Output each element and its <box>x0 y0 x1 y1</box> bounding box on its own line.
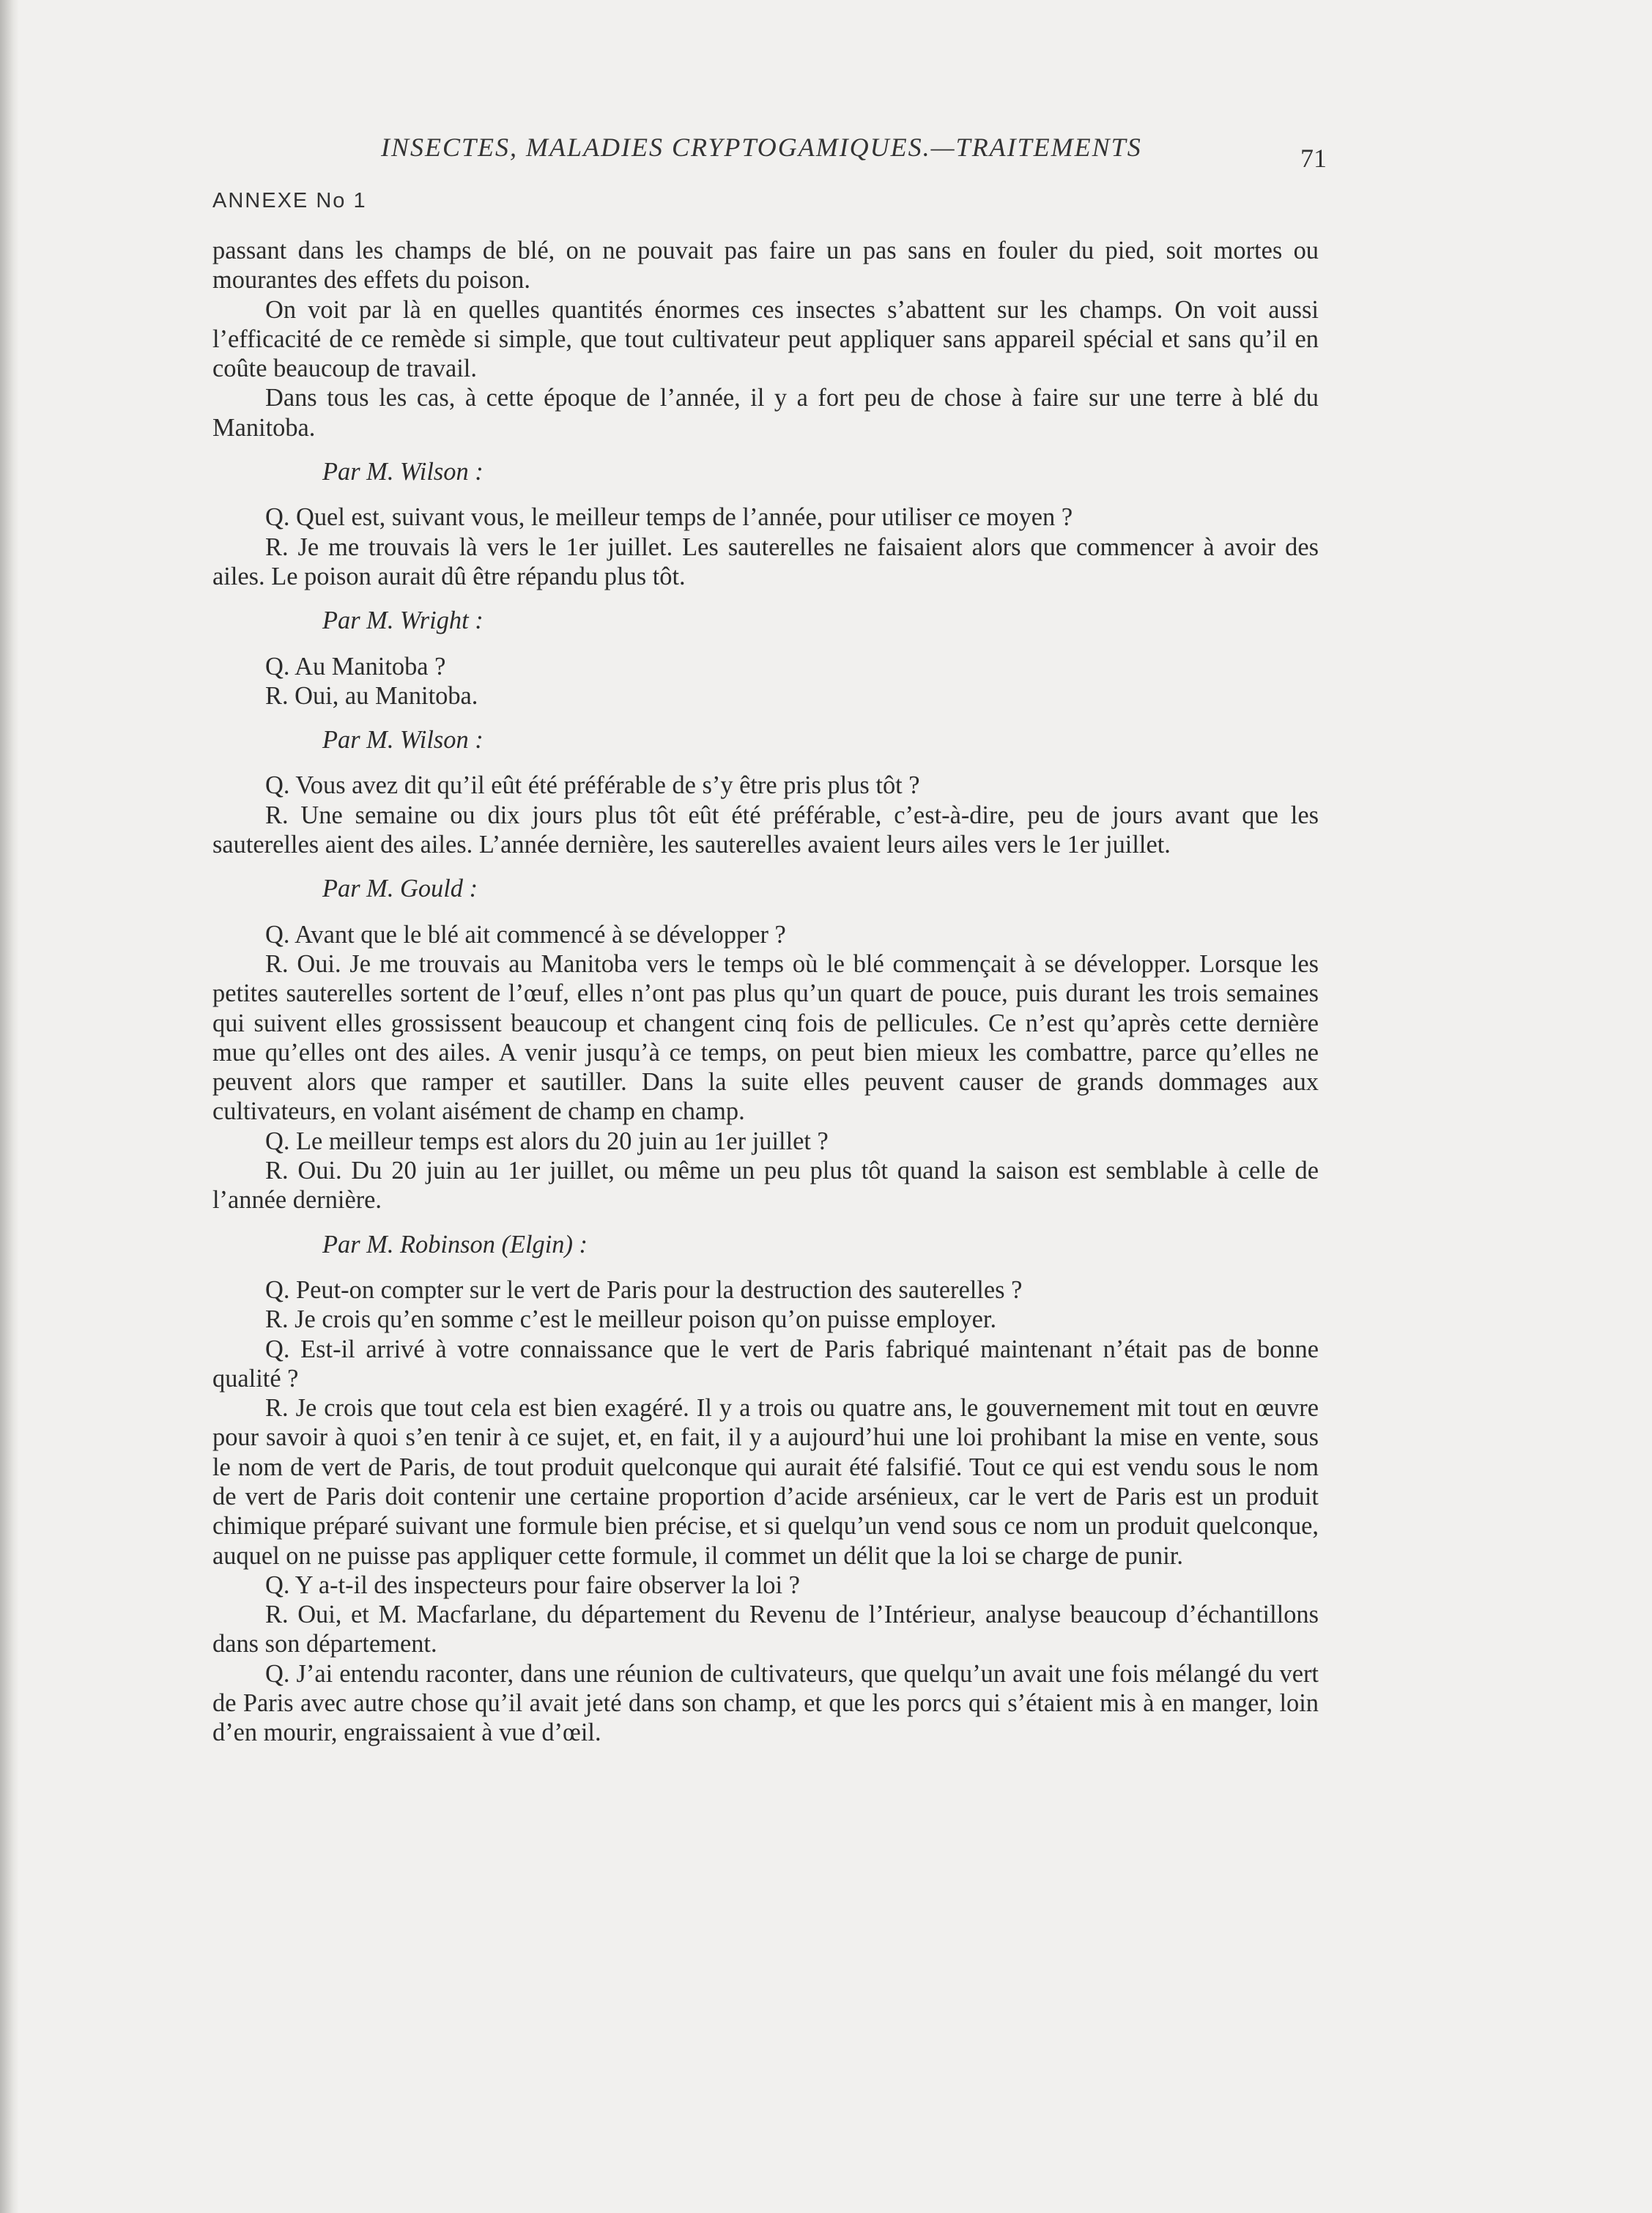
speaker-heading: Par M. Wilson : <box>322 458 484 486</box>
paragraph: On voit par là en quelles quantités énormes ces insectes s’abattent sur les champs. On voit aussi l’efficacité de ce remède si simple, que tout cultivateur peut appliquer sans appareil spécial et sans qu’il en coûte beaucoup de travail. <box>212 295 1319 383</box>
answer: R. Oui. Je me trouvais au Manitoba vers le temps où le blé commençait à se développer. Lorsque les petites sauterelles sortent de l’œuf, elles n’ont pas plus qu’un quart de pouce, puis durant les trois semaines qui suivent elles grossissent beaucoup et changent cinq fois de pellicules. Ce n’est qu’après cette dernière mue qu’elles ont des ailes. A venir jusqu’à ce temps, on peut bien mieux les combattre, parce qu’elles ne peuvent alors que ramper et sautiller. Dans la suite elles peuvent causer de grands dommages aux cultivateurs, en volant aisément de champ en champ. <box>212 949 1319 1126</box>
paragraph: passant dans les champs de blé, on ne pouvait pas faire un pas sans en fouler du pied, soit mortes ou mourantes des effets du poison. <box>212 237 1319 294</box>
question: Q. J’ai entendu raconter, dans une réunion de cultivateurs, que quelqu’un avait une fois mélangé du vert de Paris avec autre chose qu’il avait jeté dans son champ, et que les porcs qui s’étaient mis à en manger, loin d’en mourir, engraissaient à vue d’œil. <box>212 1659 1319 1747</box>
speaker-heading: Par M. Wilson : <box>322 726 484 755</box>
answer: R. Je me trouvais là vers le 1er juillet. Les sauterelles ne faisaient alors que commencer à avoir des ailes. Le poison aurait dû être répandu plus tôt. <box>212 533 1319 590</box>
question: Q. Est-il arrivé à votre connaissance que le vert de Paris fabriqué maintenant n’était pas de bonne qualité ? <box>212 1335 1319 1393</box>
question: Q. Y a-t-il des inspecteurs pour faire observer la loi ? <box>265 1571 800 1599</box>
annex-label: ANNEXE No 1 <box>212 189 367 212</box>
speaker-heading: Par M. Robinson (Elgin) : <box>322 1230 588 1259</box>
question: Q. Vous avez dit qu’il eût été préférable de s’y être pris plus tôt ? <box>265 771 920 800</box>
answer: R. Je crois que tout cela est bien exagéré. Il y a trois ou quatre ans, le gouvernement mit tout en œuvre pour savoir à quoi s’en tenir à ce sujet, et, en fait, il y a aujourd’hui une loi prohibant la mise en vente, sous le nom de vert de Paris, de tout produit quelconque qui aurait été falsifié. Tout ce qui est vendu sous le nom de vert de Paris doit contenir une certaine proportion d’acide arsénieux, car le vert de Paris est un produit chimique préparé suivant une formule bien précise, et si quelqu’un vend sous ce nom un produit quelconque, auquel on ne puisse pas appliquer cette formule, il commet un délit que la loi se charge de punir. <box>212 1394 1319 1570</box>
answer: R. Je crois qu’en somme c’est le meilleur poison qu’on puisse employer. <box>265 1305 997 1334</box>
page-number: 71 <box>1300 144 1327 173</box>
question: Q. Quel est, suivant vous, le meilleur temps de l’année, pour utiliser ce moyen ? <box>265 503 1073 532</box>
running-header: INSECTES, MALADIES CRYPTOGAMIQUES.—TRAITEMENTS <box>381 133 1142 162</box>
body-text <box>212 236 1319 1748</box>
page-edge-shadow <box>0 0 19 2213</box>
question: Q. Le meilleur temps est alors du 20 juin au 1er juillet ? <box>265 1127 829 1155</box>
answer: R. Une semaine ou dix jours plus tôt eût été préférable, c’est-à-dire, peu de jours avant que les sauterelles aient des ailes. L’année dernière, les sauterelles avaient leurs ailes vers le 1er juillet. <box>212 801 1319 859</box>
answer: R. Oui. Du 20 juin au 1er juillet, ou même un peu plus tôt quand la saison est semblable à celle de l’année dernière. <box>212 1157 1319 1215</box>
answer: R. Oui, et M. Macfarlane, du département du Revenu de l’Intérieur, analyse beaucoup d’échantillons dans son département. <box>212 1601 1319 1658</box>
speaker-heading: Par M. Gould : <box>322 875 478 903</box>
speaker-heading: Par M. Wright : <box>322 607 484 635</box>
question: Q. Au Manitoba ? <box>265 652 446 681</box>
answer: R. Oui, au Manitoba. <box>265 681 478 710</box>
question: Q. Peut-on compter sur le vert de Paris pour la destruction des sauterelles ? <box>265 1275 1023 1304</box>
question: Q. Avant que le blé ait commencé à se développer ? <box>265 920 786 949</box>
paragraph: Dans tous les cas, à cette époque de l’année, il y a fort peu de chose à faire sur une terre à blé du Manitoba. <box>212 384 1319 442</box>
